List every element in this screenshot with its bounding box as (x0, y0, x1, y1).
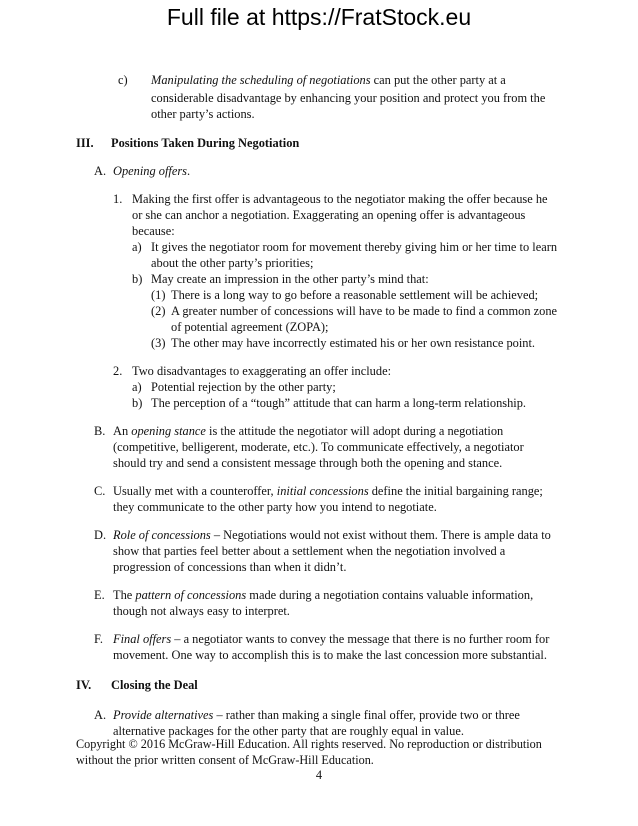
page-number: 4 (315, 768, 323, 782)
body-text: – Negotiations would not exist without them. There is ample data to (210, 528, 551, 542)
subsection-a-text (113, 163, 190, 179)
subsection-f-line-1 (113, 631, 549, 647)
sub-point-1: There is a long way to go before a reasonable settlement will be achieved; (171, 288, 539, 302)
list-label: c) (118, 73, 128, 87)
point-1b-line-1: May create an impression in the other party’s mind that: (151, 272, 429, 286)
subsection-d-line-3: progression of concessions than when it didn’t. (113, 560, 347, 574)
body-text: The (113, 588, 136, 602)
point-1a-line-1: It gives the negotiator room for movement thereby giving him or her time to learn (151, 240, 558, 254)
sub-point-3: The other may have incorrectly estimated his or her own resistance point. (171, 336, 536, 350)
list-label: a) (132, 240, 142, 254)
body-text: An (113, 424, 132, 438)
list-label: 2. (113, 364, 123, 378)
c-item-line-1 (151, 72, 506, 88)
emphasis-text: Opening offers (113, 164, 187, 178)
emphasis-text: Role of concessions (113, 528, 211, 542)
point-2-line-1: Two disadvantages to exaggerating an offer include: (132, 364, 392, 378)
subsection-b-line-2: (competitive, belligerent, moderate, etc.). To communicate effectively, a negotiator (113, 440, 524, 454)
subsection-b-line-3: should try and send a consistent message through both the opening and stance. (113, 456, 503, 470)
emphasis-text: pattern of concessions (135, 588, 247, 602)
list-label: a) (132, 380, 142, 394)
point-2a: Potential rejection by the other party; (151, 380, 336, 394)
point-1-line-3: because: (132, 224, 175, 238)
closing-a-line-2: alternative packages for the other party that are roughly equal in value. (113, 724, 464, 738)
c-item-line-3: other party’s actions. (151, 107, 255, 121)
subsection-e-line-1 (113, 587, 533, 603)
point-1-line-1: Making the first offer is advantageous to the negotiator making the offer because he (132, 192, 548, 206)
list-label: b) (132, 396, 143, 410)
body-text: is the attitude the negotiator will adopt during a negotiation (205, 424, 504, 438)
list-label: B. (94, 424, 106, 438)
list-label: (1) (151, 288, 166, 302)
emphasis-text: initial concessions (276, 484, 369, 498)
body-text: can put the other party at a (370, 73, 506, 87)
subsection-c-line-1 (113, 483, 543, 499)
emphasis-text: Final offers (113, 632, 172, 646)
list-label: (2) (151, 304, 166, 318)
section-number: IV. (76, 678, 92, 692)
section-heading: Closing the Deal (111, 678, 198, 692)
list-label: E. (94, 588, 105, 602)
emphasis-text: opening stance (131, 424, 206, 438)
sub-point-2-line-2: of potential agreement (ZOPA); (171, 320, 329, 334)
subsection-c-line-2: they communicate to the other party how you intend to negotiate. (113, 500, 437, 514)
copyright-line-2: without the prior written consent of McGraw-Hill Education. (76, 753, 374, 767)
list-label: 1. (113, 192, 123, 206)
emphasis-text: Manipulating the scheduling of negotiations (151, 73, 371, 87)
subsection-f-line-2: movement. One way to accomplish this is to make the last concession more substantial. (113, 648, 547, 662)
site-banner: Full file at https://FratStock.eu (166, 4, 472, 30)
list-label: b) (132, 272, 143, 286)
body-text: – rather than making a single final offer, provide two or three (213, 708, 520, 722)
list-label: A. (94, 708, 107, 722)
c-item-line-2: considerable disadvantage by enhancing your position and protect you from the (151, 91, 546, 105)
list-label: C. (94, 484, 106, 498)
list-label: D. (94, 528, 107, 542)
section-number: III. (76, 136, 94, 150)
emphasis-text: Provide alternatives (113, 708, 214, 722)
body-text: . (187, 164, 191, 178)
subsection-d-line-2: show that parties feel better about a settlement when the negotiation involved a (113, 544, 506, 558)
list-label: F. (94, 632, 103, 646)
body-text: – a negotiator wants to convey the message that there is no further room for (171, 632, 550, 646)
point-1-line-2: or she can anchor a negotiation. Exaggerating an opening offer is advantageous (132, 208, 526, 222)
body-text: made during a negotiation contains valuable information, (246, 588, 534, 602)
section-heading: Positions Taken During Negotiation (111, 136, 300, 150)
subsection-e-line-2: though not always easy to interpret. (113, 604, 290, 618)
sub-point-2-line-1: A greater number of concessions will have to be made to find a common zone (171, 304, 558, 318)
body-text: Usually met with a counteroffer, (113, 484, 277, 498)
list-label: (3) (151, 336, 166, 350)
list-label: A. (94, 164, 107, 178)
subsection-b-line-1 (113, 423, 503, 439)
closing-a-line-1 (113, 707, 520, 723)
point-1a-line-2: about the other party’s priorities; (151, 256, 314, 270)
copyright-line-1: Copyright © 2016 McGraw-Hill Education. All rights reserved. No reproduction or distribution (76, 737, 542, 751)
subsection-d-line-1 (113, 527, 551, 543)
body-text: define the initial bargaining range; (368, 484, 543, 498)
point-2b: The perception of a “tough” attitude that can harm a long-term relationship. (151, 396, 527, 410)
